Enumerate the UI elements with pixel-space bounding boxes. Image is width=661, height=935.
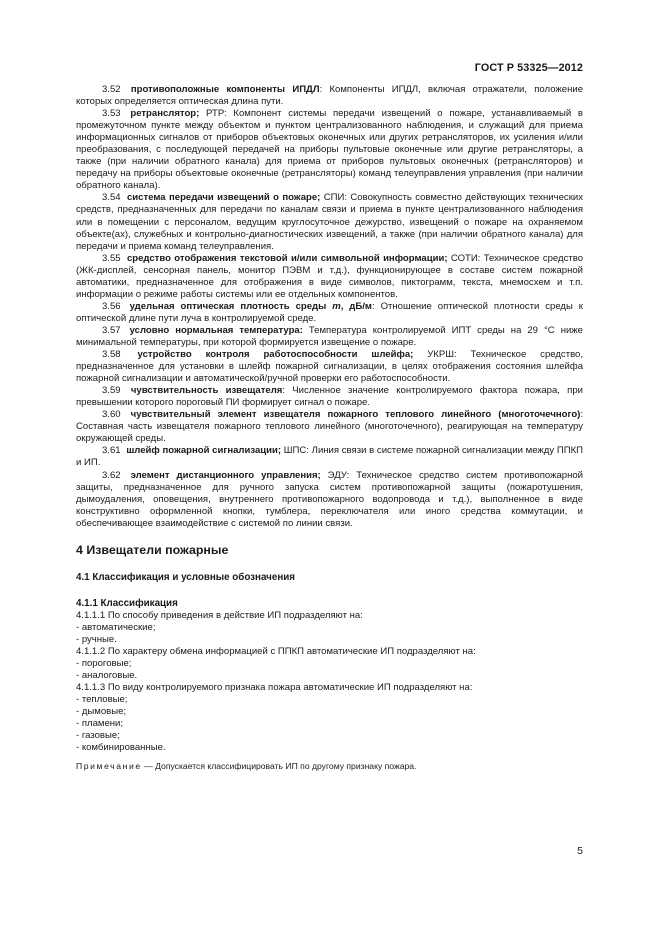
note-text: — Допускается классифицировать ИП по другому признаку пожара. — [141, 761, 417, 772]
definition-term: ретранслятор; — [130, 108, 200, 120]
definition-term: условно нормальная температура: — [129, 324, 303, 336]
definition-number: 3.53 — [102, 108, 121, 120]
section-title: 4 Извещатели пожарные — [76, 542, 229, 557]
definition-body: Составная часть извещателя пожарного теплового линейного (многоточечного), реагирующая на температуру окружающей среды. — [76, 421, 583, 445]
definition-item — [76, 349, 583, 385]
definition-body: РТР: Компонент системы передачи извещений о пожаре, устанавливаемый в промежуточном пункте между объектом и пунктом централизованного наблюдения, и служащий для приема информационных сигналов от приборов объектовых оконечных или других ретрансляторов, их усиления и/или преобразования, с последующей передачей на приборы пультовые оконечные или другие ретрансляторы, а также (при наличии обратного канала) для приема от приборов пультовых оконечных (ретрансляторов) и передачу на приборы объектовые оконечные (ретрансляторы) команд телеуправления управления (при наличии обратного канала). — [76, 108, 583, 192]
classification-line: - автоматические; — [76, 621, 156, 633]
definition-sep: : — [580, 409, 584, 421]
definition-body: Численное значение контролируемого фактора пожара, при превышении которого пороговый ПИ формирует сигнал о пожаре. — [76, 385, 583, 409]
definition-number: 3.58 — [102, 349, 121, 361]
definition-item — [76, 325, 583, 349]
definition-item — [76, 385, 583, 409]
classification-line: - аналоговые. — [76, 669, 138, 681]
definition-item — [76, 470, 583, 530]
definition-body: ШПС: Линия связи в системе пожарной сигнализации между ППКП и ИП. — [76, 445, 584, 469]
definition-body: ЭДУ: Техническое средство систем противопожарной защиты, предназначенное для ручного запуска систем противопожарной защиты (пожаротушения, дымоудаления, оповещения, внутреннего противопожарного водопровода и т.д.), выполненное в виде конструктивно оформленной кнопки, тумблера, переключателя или иного средства коммутации, и обеспечивающее взаимодействие с системой по линии связи. — [76, 469, 583, 529]
definition-term: элемент дистанционного управления; — [130, 469, 321, 481]
definition-body: Компоненты ИПДЛ, включая отражатели, положение которых определяется оптическая длина пути. — [76, 84, 584, 108]
page-content — [76, 84, 583, 781]
note — [76, 761, 583, 772]
definition-term: шлейф пожарной сигнализации; — [126, 445, 282, 457]
definition-number: 3.62 — [102, 469, 121, 481]
classification-line: - пороговые; — [76, 657, 132, 669]
definition-number: 3.55 — [102, 252, 121, 264]
definition-body: СПИ: Совокупность совместно действующих технических средств, предназначенных для передачи по каналам связи и приема в пункте централизованного наблюдения или в помещении с персоналом, ведущим круглосуточное дежурство, извещений о пожаре на охраняемом объекте(ах), служебных и контрольно-диагностических извещений, а также (при наличии обратного канала) для передачи и приема команд телеуправления. — [76, 192, 583, 252]
definition-item — [76, 445, 583, 469]
definition-term-unit: , дБ/м — [340, 300, 372, 312]
page-number: 5 — [577, 845, 583, 857]
classification-line: - ручные. — [76, 633, 117, 645]
definition-item — [76, 253, 583, 301]
subsection-title: 4.1 Классификация и условные обозначения — [76, 571, 295, 583]
classification-line: 4.1.1.1 По способу приведения в действие ИП подразделяют на: — [76, 609, 363, 621]
classification-line: - дымовые; — [76, 706, 127, 718]
definitions-list — [76, 84, 583, 530]
classification-line: - тепловые; — [76, 694, 128, 706]
definition-term: чувствительность извещателя — [130, 385, 283, 397]
definition-number: 3.61 — [102, 445, 121, 457]
definition-item — [76, 301, 583, 325]
note-label: Примечание — [76, 761, 142, 772]
definition-number: 3.54 — [102, 192, 121, 204]
definition-body: Отношение оптической плотности среды к оптической длине пути луча в контролируемой среде. — [76, 300, 583, 324]
definition-term: система передачи извещений о пожаре; — [127, 192, 321, 204]
classification-line: 4.1.1.2 По характеру обмена информацией с ППКП автоматические ИП подразделяют на: — [76, 645, 476, 657]
definition-term: противоположные компоненты ИПДЛ — [130, 84, 320, 95]
definition-item — [76, 409, 583, 445]
definition-number: 3.60 — [102, 409, 121, 421]
definition-sep: : — [282, 385, 285, 397]
definition-term: чувствительный элемент извещателя пожарного теплового линейного (многоточечного) — [130, 409, 581, 421]
subsubsection-title: 4.1.1 Классификация — [76, 597, 178, 609]
definition-number: 3.59 — [102, 385, 121, 397]
definition-term-main: удельная оптическая плотность среды — [129, 300, 327, 312]
definition-term-symbol: m — [326, 300, 341, 312]
document-header: ГОСТ Р 53325—2012 — [474, 62, 583, 74]
classification-line: - пламени; — [76, 718, 124, 730]
classification-line: - комбинированные. — [76, 742, 166, 754]
definition-body: Температура контролируемой ИПТ среды на 29 °С ниже минимальной температуры, при которой формируется извещение о пожаре. — [76, 324, 583, 348]
definition-number: 3.52 — [102, 84, 121, 95]
definition-sep: : — [371, 300, 375, 312]
definition-term: средство отображения текстовой и/или символьной информации; — [126, 252, 448, 264]
definition-term: устройство контроля работоспособности шлейфа; — [137, 349, 414, 361]
definition-number: 3.56 — [102, 300, 121, 312]
definition-sep: : — [319, 84, 323, 95]
definition-body: УКРШ: Техническое средство, предназначенное для установки в шлейф пожарной сигнализации, в целях отображения состояния шлейфа пожарной сигнализации и автоматической/ручной проверки его работоспособности. — [76, 349, 584, 385]
classification-line: 4.1.1.3 По виду контролируемого признака пожара автоматические ИП подразделяют на: — [76, 682, 473, 694]
definition-item — [76, 108, 583, 192]
definition-number: 3.57 — [102, 324, 121, 336]
definition-term — [130, 301, 372, 312]
definition-item — [76, 84, 583, 108]
definition-item — [76, 192, 583, 252]
classification-list — [76, 610, 583, 755]
classification-line: - газовые; — [76, 730, 120, 742]
definition-body: СОТИ: Техническое средство (ЖК-дисплей, сенсорная панель, монитор ПЭВМ и т.д.), функционирующее в составе систем пожарной автоматики, предназначенное для отображения в виде символов, пиктограмм, текста, мнемосхем и т.п. информации о режиме работы системы или ее отдельных компонентов. — [76, 252, 583, 300]
